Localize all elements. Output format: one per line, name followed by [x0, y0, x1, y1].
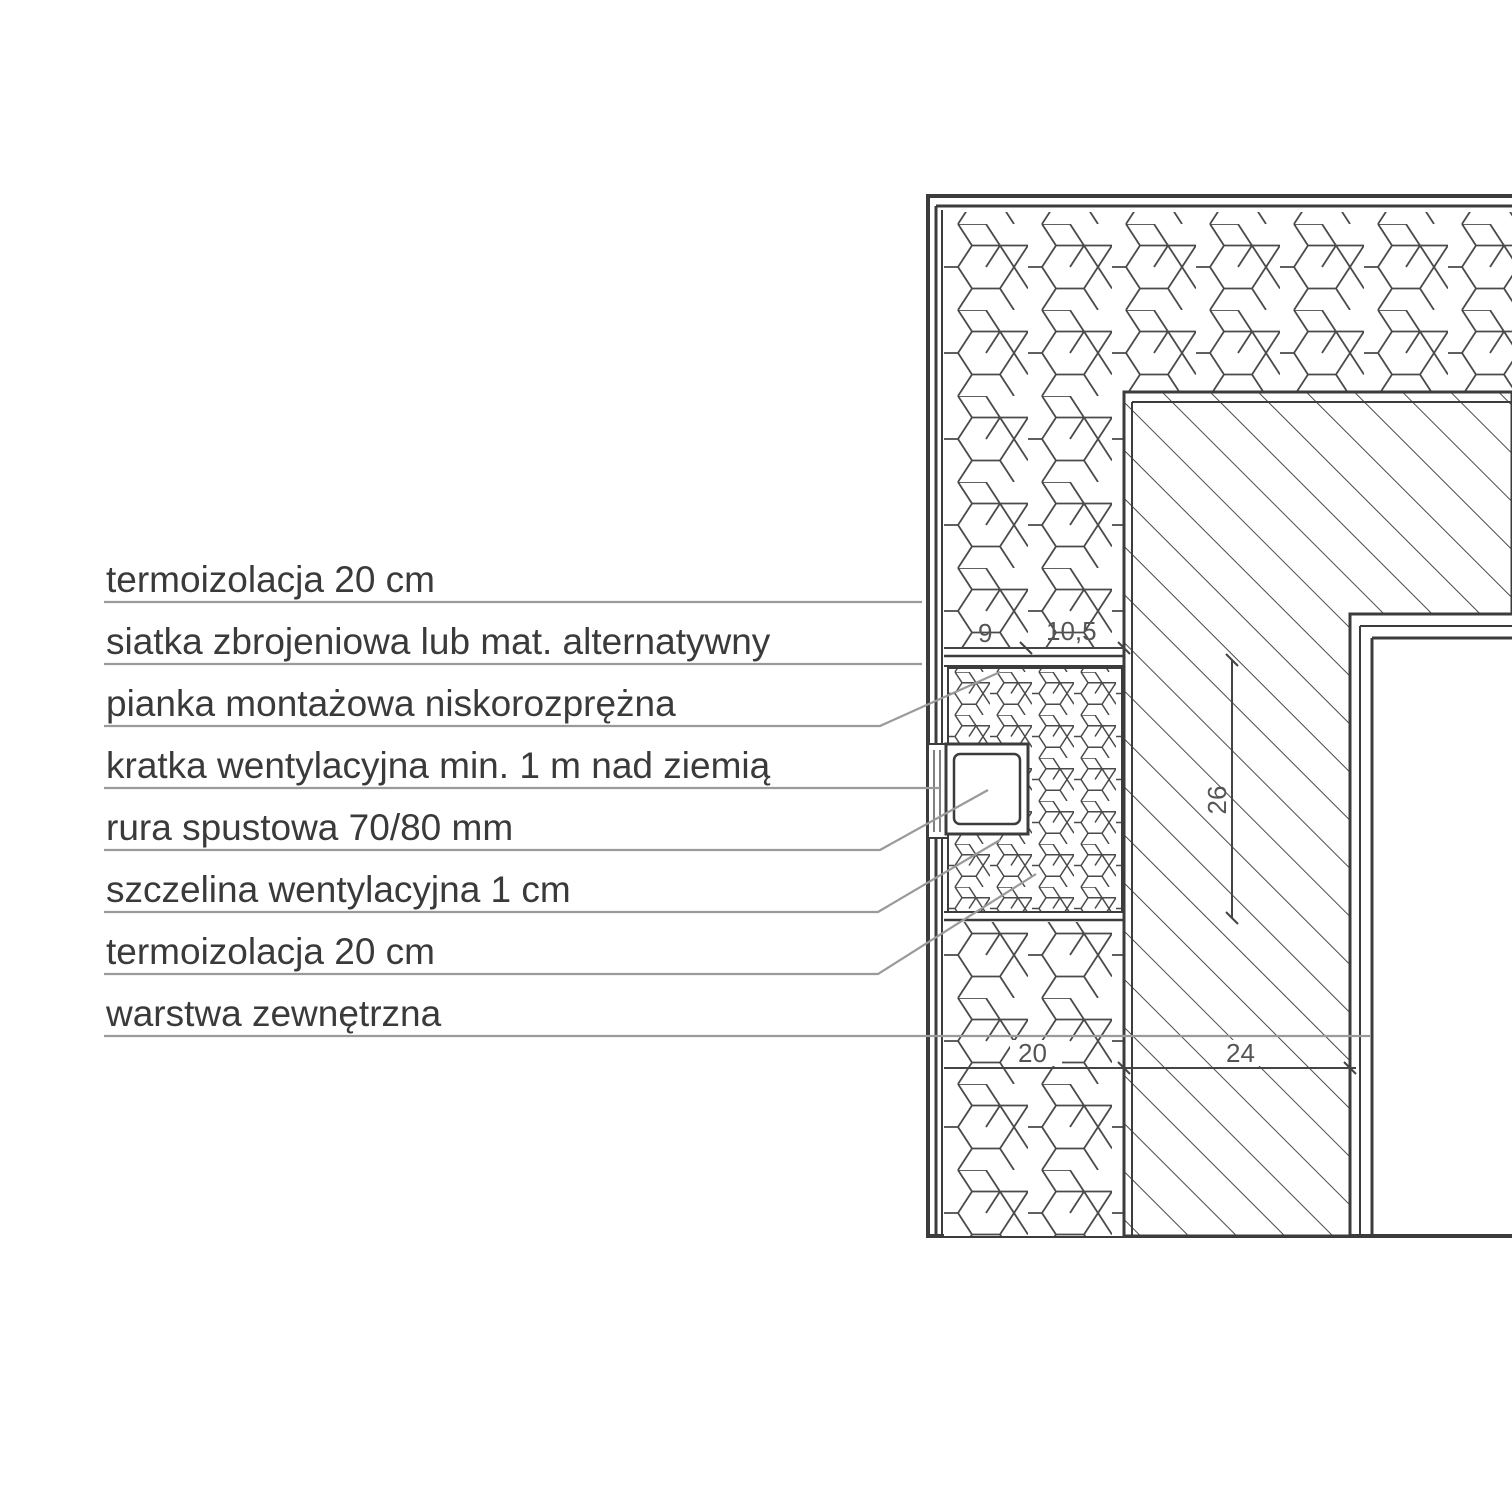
dim-insulation-width: 20 [1018, 1038, 1047, 1068]
dim-left-gap: 9 [978, 618, 993, 648]
label-ventilation-grille: kratka wentylacyjna min. 1 m nad ziemią [106, 745, 771, 786]
dim-right-gap: 10,5 [1046, 616, 1097, 646]
section-drawing [928, 196, 1512, 1236]
dim-opening-height: 26 [1202, 785, 1232, 815]
insulation-left-upper [944, 392, 1124, 648]
dim-wall-width: 24 [1226, 1038, 1255, 1068]
labels [105, 559, 771, 1034]
label-mounting-foam: pianka montażowa niskorozprężna [106, 683, 676, 724]
label-reinforcement-mesh: siatka zbrojeniowa lub mat. alternatywny [106, 621, 771, 662]
label-thermal-insulation-top: termoizolacja 20 cm [106, 559, 436, 600]
drainpipe [946, 744, 1028, 834]
label-ventilation-gap: szczelina wentylacyjna 1 cm [106, 869, 571, 910]
label-thermal-insulation-bottom: termoizolacja 20 cm [106, 931, 436, 972]
label-drainpipe: rura spustowa 70/80 mm [106, 807, 514, 848]
insulation-top [944, 212, 1512, 392]
insulation-left-lower [944, 922, 1124, 1236]
label-outer-layer: warstwa zewnętrzna [106, 993, 442, 1034]
